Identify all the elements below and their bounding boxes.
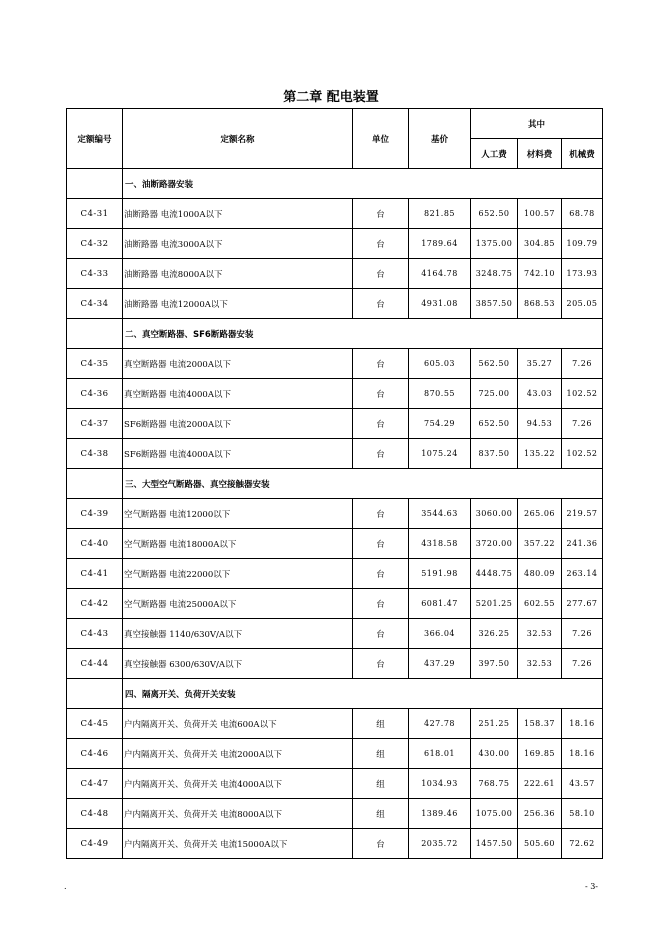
header-row bbox=[67, 109, 603, 139]
header-code: 定额编号 bbox=[67, 109, 123, 169]
row-labor-cost: 725.00 bbox=[471, 379, 518, 409]
row-unit: 台 bbox=[353, 409, 409, 439]
row-name: 油断路器 电流1000A以下 bbox=[123, 199, 353, 229]
header-group: 其中 bbox=[471, 109, 603, 139]
row-labor-cost: 562.50 bbox=[471, 349, 518, 379]
row-unit: 台 bbox=[353, 379, 409, 409]
row-machine-cost: 7.26 bbox=[562, 349, 603, 379]
row-labor-cost: 652.50 bbox=[471, 409, 518, 439]
row-machine-cost: 68.78 bbox=[562, 199, 603, 229]
table-row bbox=[67, 229, 603, 259]
row-code: C4-43 bbox=[67, 619, 123, 649]
row-code: C4-35 bbox=[67, 349, 123, 379]
row-name: 户内隔离开关、负荷开关 电流600A以下 bbox=[123, 709, 353, 739]
row-name: 空气断路器 电流22000以下 bbox=[123, 559, 353, 589]
table-row bbox=[67, 589, 603, 619]
row-machine-cost: 43.57 bbox=[562, 769, 603, 799]
row-material-cost: 32.53 bbox=[518, 649, 562, 679]
row-machine-cost: 277.67 bbox=[562, 589, 603, 619]
section-code-cell bbox=[67, 469, 123, 499]
section-title: 一、油断路器安装 bbox=[123, 169, 603, 199]
section-title: 二、真空断路器、SF6断路器安装 bbox=[123, 319, 603, 349]
row-material-cost: 222.61 bbox=[518, 769, 562, 799]
row-name: 油断路器 电流8000A以下 bbox=[123, 259, 353, 289]
row-code: C4-34 bbox=[67, 289, 123, 319]
row-labor-cost: 3248.75 bbox=[471, 259, 518, 289]
row-labor-cost: 768.75 bbox=[471, 769, 518, 799]
row-material-cost: 43.03 bbox=[518, 379, 562, 409]
row-base-price: 4318.58 bbox=[409, 529, 471, 559]
header-machine: 机械费 bbox=[562, 139, 603, 169]
row-machine-cost: 102.52 bbox=[562, 439, 603, 469]
table-row bbox=[67, 349, 603, 379]
row-code: C4-37 bbox=[67, 409, 123, 439]
row-labor-cost: 1375.00 bbox=[471, 229, 518, 259]
row-base-price: 605.03 bbox=[409, 349, 471, 379]
row-unit: 组 bbox=[353, 739, 409, 769]
row-machine-cost: 7.26 bbox=[562, 409, 603, 439]
row-unit: 台 bbox=[353, 499, 409, 529]
section-code-cell bbox=[67, 169, 123, 199]
row-base-price: 1789.64 bbox=[409, 229, 471, 259]
row-unit: 台 bbox=[353, 559, 409, 589]
table-row bbox=[67, 619, 603, 649]
row-machine-cost: 7.26 bbox=[562, 649, 603, 679]
table-row bbox=[67, 409, 603, 439]
quota-table bbox=[66, 108, 603, 859]
row-material-cost: 100.57 bbox=[518, 199, 562, 229]
row-base-price: 1389.46 bbox=[409, 799, 471, 829]
row-material-cost: 304.85 bbox=[518, 229, 562, 259]
row-labor-cost: 326.25 bbox=[471, 619, 518, 649]
row-machine-cost: 263.14 bbox=[562, 559, 603, 589]
section-code-cell bbox=[67, 319, 123, 349]
section-row bbox=[67, 319, 603, 349]
row-base-price: 618.01 bbox=[409, 739, 471, 769]
table-row bbox=[67, 289, 603, 319]
table-row bbox=[67, 559, 603, 589]
row-labor-cost: 251.25 bbox=[471, 709, 518, 739]
table-row bbox=[67, 799, 603, 829]
row-name: 户内隔离开关、负荷开关 电流4000A以下 bbox=[123, 769, 353, 799]
row-unit: 台 bbox=[353, 289, 409, 319]
row-machine-cost: 173.93 bbox=[562, 259, 603, 289]
row-base-price: 4931.08 bbox=[409, 289, 471, 319]
row-material-cost: 602.55 bbox=[518, 589, 562, 619]
row-machine-cost: 58.10 bbox=[562, 799, 603, 829]
row-material-cost: 868.53 bbox=[518, 289, 562, 319]
row-unit: 台 bbox=[353, 619, 409, 649]
table-row bbox=[67, 199, 603, 229]
row-unit: 台 bbox=[353, 649, 409, 679]
row-machine-cost: 205.05 bbox=[562, 289, 603, 319]
row-material-cost: 265.06 bbox=[518, 499, 562, 529]
section-row bbox=[67, 679, 603, 709]
row-name: 油断路器 电流3000A以下 bbox=[123, 229, 353, 259]
page-number: - 3- bbox=[584, 882, 598, 891]
row-labor-cost: 1457.50 bbox=[471, 829, 518, 859]
header-material: 材料费 bbox=[518, 139, 562, 169]
row-material-cost: 169.85 bbox=[518, 739, 562, 769]
row-labor-cost: 5201.25 bbox=[471, 589, 518, 619]
row-machine-cost: 102.52 bbox=[562, 379, 603, 409]
row-unit: 台 bbox=[353, 529, 409, 559]
row-labor-cost: 837.50 bbox=[471, 439, 518, 469]
row-code: C4-41 bbox=[67, 559, 123, 589]
row-code: C4-40 bbox=[67, 529, 123, 559]
row-name: 真空接触器 1140/630V/A以下 bbox=[123, 619, 353, 649]
row-labor-cost: 397.50 bbox=[471, 649, 518, 679]
row-labor-cost: 3720.00 bbox=[471, 529, 518, 559]
row-unit: 组 bbox=[353, 799, 409, 829]
row-machine-cost: 109.79 bbox=[562, 229, 603, 259]
row-base-price: 6081.47 bbox=[409, 589, 471, 619]
row-labor-cost: 3060.00 bbox=[471, 499, 518, 529]
row-material-cost: 256.36 bbox=[518, 799, 562, 829]
row-code: C4-33 bbox=[67, 259, 123, 289]
row-material-cost: 480.09 bbox=[518, 559, 562, 589]
row-unit: 台 bbox=[353, 199, 409, 229]
row-material-cost: 505.60 bbox=[518, 829, 562, 859]
row-labor-cost: 3857.50 bbox=[471, 289, 518, 319]
row-name: 真空断路器 电流2000A以下 bbox=[123, 349, 353, 379]
row-base-price: 437.29 bbox=[409, 649, 471, 679]
row-unit: 台 bbox=[353, 439, 409, 469]
row-name: 真空接触器 6300/630V/A以下 bbox=[123, 649, 353, 679]
row-name: 户内隔离开关、负荷开关 电流15000A以下 bbox=[123, 829, 353, 859]
row-base-price: 3544.63 bbox=[409, 499, 471, 529]
row-base-price: 754.29 bbox=[409, 409, 471, 439]
row-unit: 组 bbox=[353, 709, 409, 739]
section-row bbox=[67, 169, 603, 199]
row-unit: 台 bbox=[353, 229, 409, 259]
section-title: 四、隔离开关、负荷开关安装 bbox=[123, 679, 603, 709]
row-machine-cost: 18.16 bbox=[562, 709, 603, 739]
table-row bbox=[67, 769, 603, 799]
row-name: 真空断路器 电流4000A以下 bbox=[123, 379, 353, 409]
row-base-price: 427.78 bbox=[409, 709, 471, 739]
table-row bbox=[67, 649, 603, 679]
header-base-price: 基价 bbox=[409, 109, 471, 169]
row-material-cost: 158.37 bbox=[518, 709, 562, 739]
table-row bbox=[67, 829, 603, 859]
row-base-price: 870.55 bbox=[409, 379, 471, 409]
row-base-price: 821.85 bbox=[409, 199, 471, 229]
row-unit: 台 bbox=[353, 589, 409, 619]
row-code: C4-36 bbox=[67, 379, 123, 409]
row-labor-cost: 430.00 bbox=[471, 739, 518, 769]
row-name: 户内隔离开关、负荷开关 电流8000A以下 bbox=[123, 799, 353, 829]
row-name: SF6断路器 电流4000A以下 bbox=[123, 439, 353, 469]
table-row bbox=[67, 499, 603, 529]
section-code-cell bbox=[67, 679, 123, 709]
row-code: C4-31 bbox=[67, 199, 123, 229]
header-name: 定额名称 bbox=[123, 109, 353, 169]
section-row bbox=[67, 469, 603, 499]
row-base-price: 1034.93 bbox=[409, 769, 471, 799]
row-unit: 台 bbox=[353, 259, 409, 289]
table-body bbox=[67, 169, 603, 859]
row-code: C4-45 bbox=[67, 709, 123, 739]
row-base-price: 4164.78 bbox=[409, 259, 471, 289]
row-material-cost: 35.27 bbox=[518, 349, 562, 379]
section-title: 三、大型空气断路器、真空接触器安装 bbox=[123, 469, 603, 499]
row-code: C4-32 bbox=[67, 229, 123, 259]
row-name: 户内隔离开关、负荷开关 电流2000A以下 bbox=[123, 739, 353, 769]
table-row bbox=[67, 379, 603, 409]
row-machine-cost: 18.16 bbox=[562, 739, 603, 769]
row-machine-cost: 219.57 bbox=[562, 499, 603, 529]
header-unit: 单位 bbox=[353, 109, 409, 169]
footer-dot: . bbox=[64, 882, 67, 891]
row-material-cost: 32.53 bbox=[518, 619, 562, 649]
row-code: C4-39 bbox=[67, 499, 123, 529]
row-machine-cost: 241.36 bbox=[562, 529, 603, 559]
row-code: C4-49 bbox=[67, 829, 123, 859]
row-unit: 台 bbox=[353, 829, 409, 859]
row-code: C4-48 bbox=[67, 799, 123, 829]
row-name: 空气断路器 电流12000以下 bbox=[123, 499, 353, 529]
table-row bbox=[67, 439, 603, 469]
row-material-cost: 94.53 bbox=[518, 409, 562, 439]
row-name: 空气断路器 电流25000A以下 bbox=[123, 589, 353, 619]
row-base-price: 366.04 bbox=[409, 619, 471, 649]
row-code: C4-38 bbox=[67, 439, 123, 469]
row-unit: 组 bbox=[353, 769, 409, 799]
row-code: C4-42 bbox=[67, 589, 123, 619]
row-code: C4-47 bbox=[67, 769, 123, 799]
row-labor-cost: 1075.00 bbox=[471, 799, 518, 829]
row-code: C4-46 bbox=[67, 739, 123, 769]
row-machine-cost: 7.26 bbox=[562, 619, 603, 649]
row-base-price: 5191.98 bbox=[409, 559, 471, 589]
row-unit: 台 bbox=[353, 349, 409, 379]
table-row bbox=[67, 709, 603, 739]
row-base-price: 2035.72 bbox=[409, 829, 471, 859]
table-row bbox=[67, 259, 603, 289]
row-name: 油断路器 电流12000A以下 bbox=[123, 289, 353, 319]
page-title: 第二章 配电装置 bbox=[283, 90, 379, 105]
row-name: SF6断路器 电流2000A以下 bbox=[123, 409, 353, 439]
row-material-cost: 135.22 bbox=[518, 439, 562, 469]
row-base-price: 1075.24 bbox=[409, 439, 471, 469]
table-row bbox=[67, 739, 603, 769]
table-row bbox=[67, 529, 603, 559]
row-labor-cost: 652.50 bbox=[471, 199, 518, 229]
row-name: 空气断路器 电流18000A以下 bbox=[123, 529, 353, 559]
row-machine-cost: 72.62 bbox=[562, 829, 603, 859]
row-material-cost: 742.10 bbox=[518, 259, 562, 289]
row-labor-cost: 4448.75 bbox=[471, 559, 518, 589]
row-material-cost: 357.22 bbox=[518, 529, 562, 559]
header-labor: 人工费 bbox=[471, 139, 518, 169]
row-code: C4-44 bbox=[67, 649, 123, 679]
